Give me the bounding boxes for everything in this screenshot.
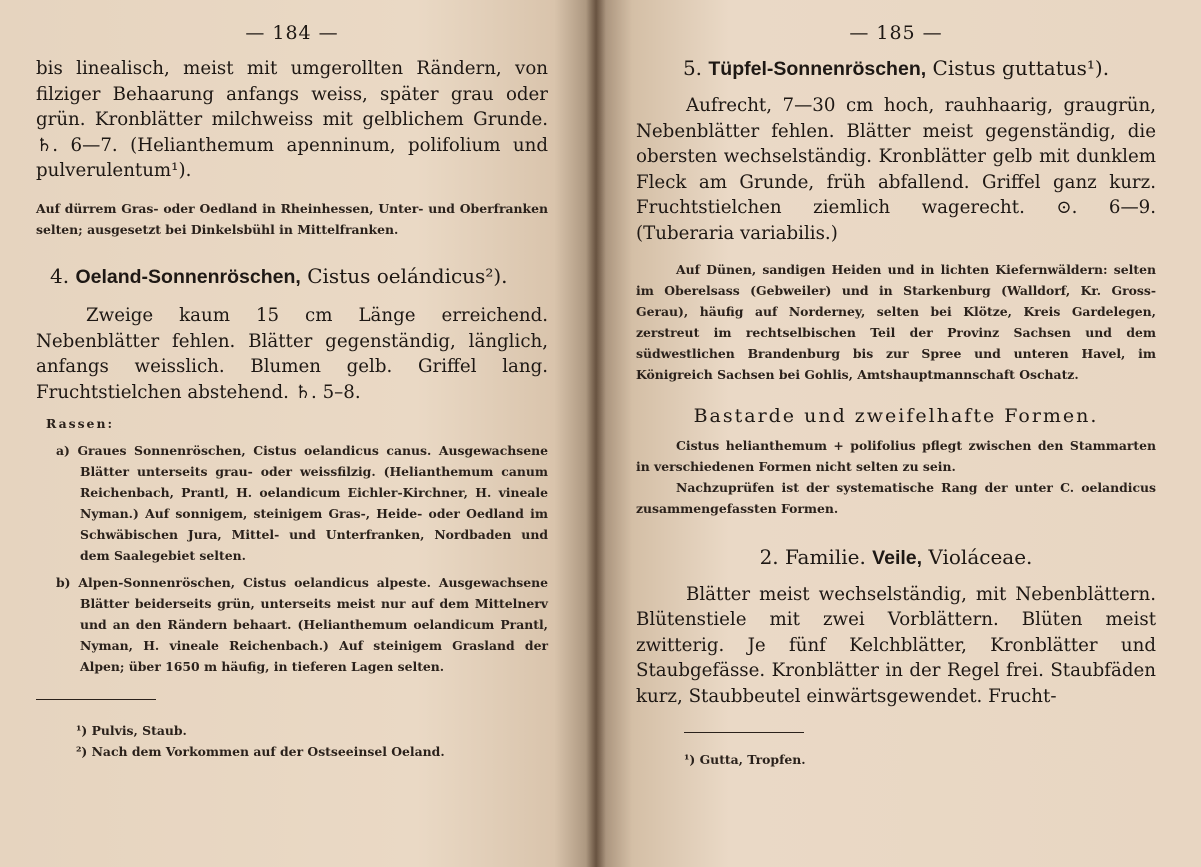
right-page-content [636,22,1156,770]
left-page [0,0,596,867]
hybrids-text-1: Cistus helianthemum + polifolius pflegt zwischen den Stammarten in verschiedenen Formen nicht selten zu sein. [636,437,1156,474]
footnote-2: ²) Nach dem Vorkommen auf der Ostseeinsel Oeland. [76,744,445,760]
page-number: — 185 — [849,22,943,44]
book-gutter [586,0,606,867]
species-description: Zweige kaum 15 cm Länge erreichend. Nebenblätter fehlen. Blätter gegenständig, länglich, anfangs weisslich. Blumen gelb. Griffel lang. Fruchtstielchen abstehend. ♄. 5–8. [36,304,548,403]
footnote-rule [36,699,156,700]
footnote-1: ¹) Gutta, Tropfen. [684,751,806,767]
species-description: Aufrecht, 7—30 cm hoch, rauhhaarig, graugrün, Nebenblätter fehlen. Blätter meist gegenständig, die obersten wechselständig. Kronblätter gelb mit dunklem Fleck am Grunde, früh abfallend. Griffel ganz kurz. Fruchtstielchen ziemlich wagerecht. ⊙. 6—9. (Tuberaria variabilis.) [636,95,1156,244]
species-latin-name: Cistus oelándicus²). [307,263,508,288]
family-common-name: Veile, [872,546,923,569]
distribution-note: Auf Dünen, sandigen Heiden und in lichten Kiefernwäldern: selten im Oberelsass (Gebweiler) und in Starkenburg (Walldorf, Kr. Gross-Gerau), häufig auf Norderney, selten bei Klötze, Kreis Gardelegen, zerstreut im rechtselbischen Teil der Provinz Sachsen und dem südwestlichen Brandenburg bis zur Spree und unteren Havel, im Königreich Sachsen bei Gohlis, Amtshauptmannschaft Oschatz. [636,261,1156,382]
family-number: 2. Familie. [759,544,866,569]
species-number: 5. [682,56,703,80]
family-description: Blätter meist wechselständig, mit Nebenblättern. Blütenstiele mit zwei Vorblättern. Blüten meist zwitterig. Je fünf Kelchblätter, Kronblätter und Staubgefässe. Kronblätter in der Regel frei. Staubfäden kurz, Staubbeutel einwärtsgewendet. Frucht- [636,583,1156,707]
family-heading [636,545,1156,570]
species-number: 4. [50,263,70,288]
race-a: a) Graues Sonnenröschen, Cistus oelandicus canus. Ausgewachsene Blätter unterseits grau- oder weissfilzig. (Helianthemum canum Reichenbach, Prantl, H. oelandicum Eichler-Kirchner, H. vineale Nyman.) Auf sonnigem, steinigem Gras-, Heide- oder Oedland im Schwäbischen Jura, Mittel- und Unterfranken, Nordbaden und dem Saalegebiet selten. [56,443,548,564]
hybrids-text-2: Nachzuprüfen ist der systematische Rang der unter C. oelandicus zusammengefassten Formen. [636,479,1156,516]
continued-paragraph: bis linealisch, meist mit umgerollten Rändern, von filziger Behaarung anfangs weiss, später grau oder grün. Kronblätter milchweiss mit gelblichem Grunde. ♄. 6—7. (Helianthemum apenninum, polifolium und pulverulentum¹). [36,58,548,182]
race-b: b) Alpen-Sonnenröschen, Cistus oelandicus alpeste. Ausgewachsene Blätter beiderseits grün, unterseits meist nur auf dem Mittelnerv und an den Rändern behaart. (Helianthemum oelandicum Prantl, Nyman, H. vineale Reichenbach.) Auf steinigem Grasland der Alpen; über 1650 m häufig, in tieferen Lagen selten. [56,575,548,675]
footnote-1: ¹) Pulvis, Staub. [76,723,187,739]
footnote-rule [684,732,804,733]
species-heading [636,56,1156,81]
species-common-name: Oeland-Sonnenröschen, [75,265,301,288]
page-number: — 184 — [245,22,339,44]
family-latin-name: Violáceae. [928,544,1033,569]
right-page [596,0,1201,867]
species-latin-name: Cistus guttatus¹). [932,56,1110,80]
distribution-note: Auf dürrem Gras- oder Oedland in Rheinhessen, Unter- und Oberfranken selten; ausgesetzt bei Dinkelsbühl in Mittelfranken. [36,200,548,237]
races-label: Rassen: [46,416,115,432]
hybrids-heading: Bastarde und zweifelhafte Formen. [693,404,1099,427]
species-common-name: Tüpfel-Sonnenröschen, [708,58,927,80]
species-heading [36,264,548,289]
left-page-content [36,22,548,762]
